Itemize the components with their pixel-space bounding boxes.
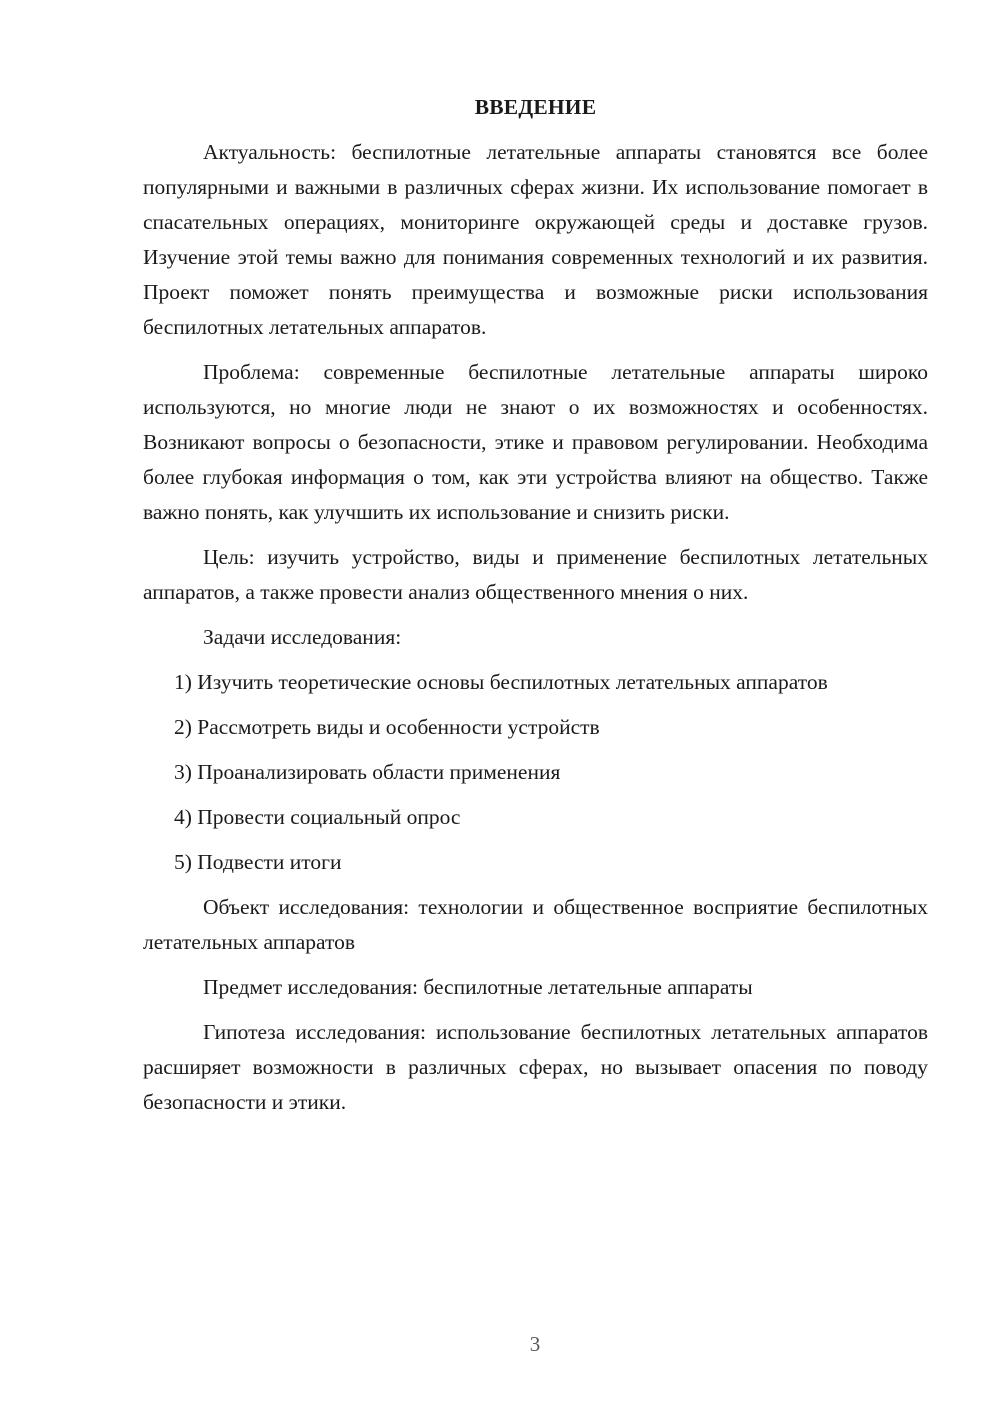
page-number: 3 xyxy=(529,1332,541,1356)
relevance-paragraph: Актуальность: беспилотные летательные аппараты становятся все более популярными и важными в различных сферах жизни. Их использование помогает в спасательных операциях, мониторинге окружающей среды и доставке грузов. Изучение этой темы важно для понимания современных технологий и их развития. Проект поможет понять преимущества и возможные риски использования беспилотных летательных аппаратов. xyxy=(143,140,928,339)
goal-paragraph: Цель: изучить устройство, виды и применение беспилотных летательных аппаратов, а также провести анализ общественного мнения о них. xyxy=(143,545,928,604)
hypothesis-paragraph: Гипотеза исследования: использование беспилотных летательных аппаратов расширяет возможности в различных сферах, но вызывает опасения по поводу безопасности и этики. xyxy=(143,1020,928,1114)
task-item-4: 4) Провести социальный опрос xyxy=(174,805,461,829)
task-item-3: 3) Проанализировать области применения xyxy=(174,760,561,784)
task-item-5: 5) Подвести итоги xyxy=(174,850,342,874)
document-page xyxy=(143,90,928,1130)
subject-paragraph: Предмет исследования: беспилотные летательные аппараты xyxy=(203,975,753,999)
task-item-2: 2) Рассмотреть виды и особенности устройств xyxy=(174,715,600,739)
section-heading: ВВЕДЕНИЕ xyxy=(474,95,597,119)
tasks-title: Задачи исследования: xyxy=(203,625,402,649)
object-paragraph: Объект исследования: технологии и общественное восприятие беспилотных летательных аппаратов xyxy=(143,895,928,954)
task-item-1: 1) Изучить теоретические основы беспилотных летательных аппаратов xyxy=(174,670,828,694)
problem-paragraph: Проблема: современные беспилотные летательные аппараты широко используются, но многие люди не знают о их возможностях и особенностях. Возникают вопросы о безопасности, этике и правовом регулировании. Необходима более глубокая информация о том, как эти устройства влияют на общество. Также важно понять, как улучшить их использование и снизить риски. xyxy=(143,360,928,524)
